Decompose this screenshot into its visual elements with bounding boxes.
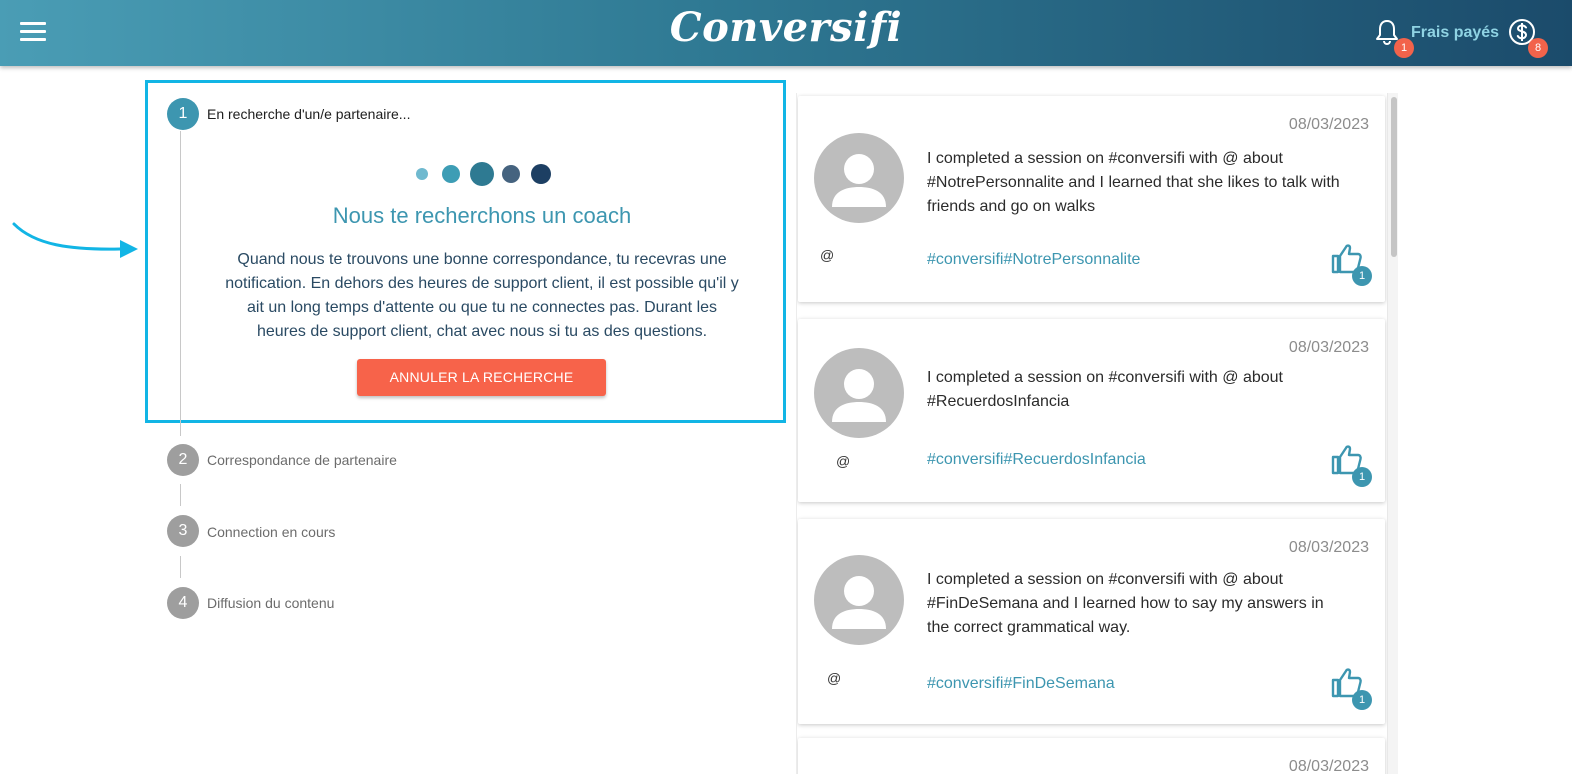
search-status-title: Nous te recherchons un coach (332, 203, 632, 228)
post-user-handle[interactable]: @ (827, 670, 842, 686)
post-text: I completed a session on #conversifi with @ about #NotrePersonnalite and I learned that she likes to talk with friends and go on walks (927, 150, 1340, 215)
user-avatar-icon[interactable] (814, 348, 904, 438)
post-hashtags[interactable]: #conversifi#FinDeSemana (927, 675, 1115, 692)
thumbs-up-icon[interactable] (1330, 242, 1374, 286)
feed-scrollbar[interactable] (1387, 93, 1398, 774)
fees-count-badge: 8 (1528, 38, 1548, 58)
step-2-circle: 2 (167, 444, 199, 476)
post-date: 08/03/2023 (1288, 758, 1369, 774)
post-date: 08/03/2023 (1288, 539, 1369, 556)
notification-count-badge: 1 (1394, 38, 1414, 58)
post-hashtags[interactable]: #conversifi#NotrePersonnalite (927, 251, 1141, 268)
step-1-label: En recherche d'un/e partenaire... (207, 106, 411, 122)
fees-paid-link[interactable]: Frais payés (1411, 24, 1500, 41)
user-avatar-icon[interactable] (814, 133, 904, 223)
dollar-coin-icon[interactable] (1508, 18, 1542, 54)
post-text: I completed a session on #conversifi with @ about #FinDeSemana and I learned how to say my answers in the correct grammatical way. (927, 571, 1324, 636)
bell-icon[interactable] (1374, 18, 1408, 54)
step-connector (180, 131, 181, 436)
post-user-handle[interactable]: @ (820, 247, 835, 263)
cancel-search-button[interactable]: ANNULER LA RECHERCHE (357, 359, 606, 396)
post-date: 08/03/2023 (1288, 116, 1369, 133)
search-status-description: Quand nous te trouvons une bonne correspondance, tu recevras une notification. En dehors des heures de support client, il est possible qu'il y ait un long temps d'attente ou que tu ne connectes pas. Durant les heures de support client, chat avec nous si tu as des questions. (225, 251, 739, 340)
feed-post-card (798, 519, 1385, 724)
step-4-circle: 4 (167, 587, 199, 619)
step-connector (180, 484, 181, 506)
like-count-badge: 1 (1352, 690, 1372, 710)
post-user-handle[interactable]: @ (836, 453, 851, 469)
feed-post-card (798, 319, 1385, 502)
like-count-badge: 1 (1352, 266, 1372, 286)
scrollbar-thumb[interactable] (1391, 97, 1397, 257)
top-app-bar (0, 0, 1572, 66)
step-4-label: Diffusion du contenu (207, 595, 335, 611)
thumbs-up-icon[interactable] (1330, 666, 1374, 710)
step-connector (180, 556, 181, 578)
feed-post-card (798, 96, 1385, 302)
post-date: 08/03/2023 (1288, 339, 1369, 356)
step-3-circle: 3 (167, 515, 199, 547)
feed-post-card (798, 738, 1385, 774)
annotation-arrow-icon (10, 220, 145, 270)
step-3-label: Connection en cours (207, 524, 336, 540)
social-feed[interactable] (796, 93, 1399, 774)
step-2-label: Correspondance de partenaire (207, 452, 397, 468)
user-avatar-icon[interactable] (814, 555, 904, 645)
post-hashtags[interactable]: #conversifi#RecuerdosInfancia (927, 451, 1146, 468)
post-text: I completed a session on #conversifi with @ about #RecuerdosInfancia (927, 369, 1283, 410)
app-logo[interactable]: Conversifi (669, 4, 903, 51)
thumbs-up-icon[interactable] (1330, 443, 1374, 487)
like-count-badge: 1 (1352, 467, 1372, 487)
step-1-circle: 1 (167, 98, 199, 130)
loading-dots (414, 161, 554, 187)
